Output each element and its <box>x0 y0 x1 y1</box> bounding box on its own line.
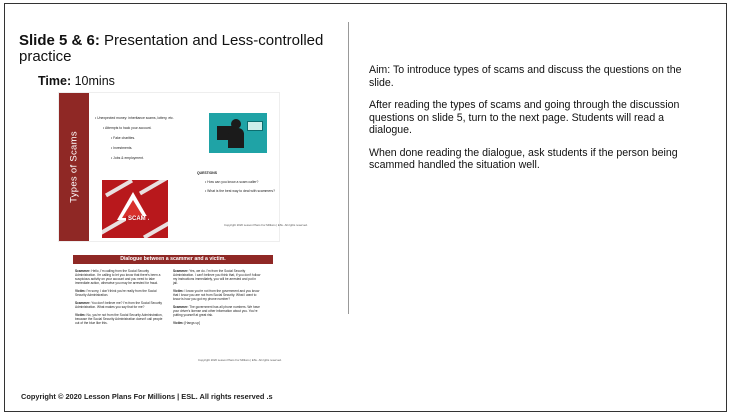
teacher-notes <box>369 64 709 182</box>
list-item: • Jobs & employment. <box>111 156 144 160</box>
list-item: • Unexpected money: inheritance scams, lottery, etc. <box>95 116 174 120</box>
slides-panel <box>5 4 348 411</box>
dialogue-line: Scammer: Yes, we do. I'm from the Social Security Administration. I can't believe you think that, if you don't follow my instructions immediately, you will be arrested and put in jail. <box>173 269 261 285</box>
slide-title <box>19 33 339 65</box>
scam-types-list <box>95 116 205 166</box>
dialogue-line: Scammer: You don't believe me? I'm from the Social Security Administration. What makes you say that for me? <box>75 301 162 309</box>
instructions-paragraph: After reading the types of scams and going through the discussion questions on slide 5, turn to the next page. Students will read a dialogue. <box>369 99 680 136</box>
dialogue-line: Victim: I know you're not from the government and you know that I know you are not from Social Security. What I want to know is how you got my phone number? <box>173 289 260 301</box>
dialogue-column-left <box>75 269 163 329</box>
time-value: 10mins <box>74 74 115 88</box>
hacker-laptop-image <box>209 113 267 153</box>
follow-up-paragraph: When done reading the dialogue, ask students if the person being scammed handled the situation well. <box>369 146 678 171</box>
lesson-plan-page <box>4 3 727 412</box>
copyright-notice: Copyright © 2020 Lesson Plans For Millions | ESL. All rights reserved .s <box>21 392 273 401</box>
slide-5-thumbnail <box>58 92 308 242</box>
question-item: • How can you know a scam caller? <box>205 180 259 185</box>
time-line <box>38 74 115 88</box>
questions-heading: QUESTIONS <box>197 171 217 175</box>
dialogue-line: Scammer: Hello, I'm calling from the Social Security Administration. I'm calling to let you know that there's been a suspicious activity on your account and you need to take immediate action, otherwise you may be arrested for fraud. <box>75 269 161 285</box>
aim-text: To introduce types of scams and discuss the questions on the slide. <box>369 64 682 89</box>
aim-paragraph <box>369 64 709 89</box>
discussion-questions <box>197 171 275 197</box>
aim-label: Aim: <box>369 64 391 76</box>
list-item: • Fake charities. <box>111 136 136 140</box>
scam-label: SCAM <box>128 216 146 222</box>
scam-warning-image <box>102 180 168 238</box>
dialogue-line: Victim: I'm sorry, I don't think you're really from the Social Security Administration. <box>75 289 157 297</box>
dialogue-title: Dialogue between a scammer and a victim. <box>73 255 273 264</box>
column-divider <box>348 22 349 314</box>
question-item: • What is the best way to deal with scammers? <box>205 188 275 193</box>
list-item: • Investments. <box>111 146 133 150</box>
cash-icon <box>247 121 263 131</box>
slide-6-footer: Copyright 2020 Lesson Plans For Millions | ESL. All rights reserved. <box>198 358 282 362</box>
dialogue-line: Scammer: The government has all phone numbers. We have your driver's license and other information about you. You're putting yourself at great risk. <box>173 305 260 317</box>
slide-6-thumbnail <box>73 250 282 368</box>
slide-title-prefix: Slide 5 & 6: <box>19 32 100 49</box>
sidebar-title: Types of Scams <box>68 131 80 203</box>
slide-5-footer: Copyright 2020 Lesson Plans For Millions | ESL. All rights reserved. <box>224 223 308 227</box>
dialogue-column-right <box>173 269 261 329</box>
dialogue-line: Victim: No, you're not from the Social Security Administration, because the Social Security Administration doesn't call people out of the blue like this. <box>75 313 163 325</box>
time-label: Time: <box>38 74 72 88</box>
dialogue-line: Victim: [Hangs up] <box>173 321 200 325</box>
slide-5-sidebar <box>59 93 89 241</box>
list-item: • Attempts to hack your account. <box>103 126 152 130</box>
slide-title-text: Presentation and Less-controlled practice <box>19 32 324 65</box>
